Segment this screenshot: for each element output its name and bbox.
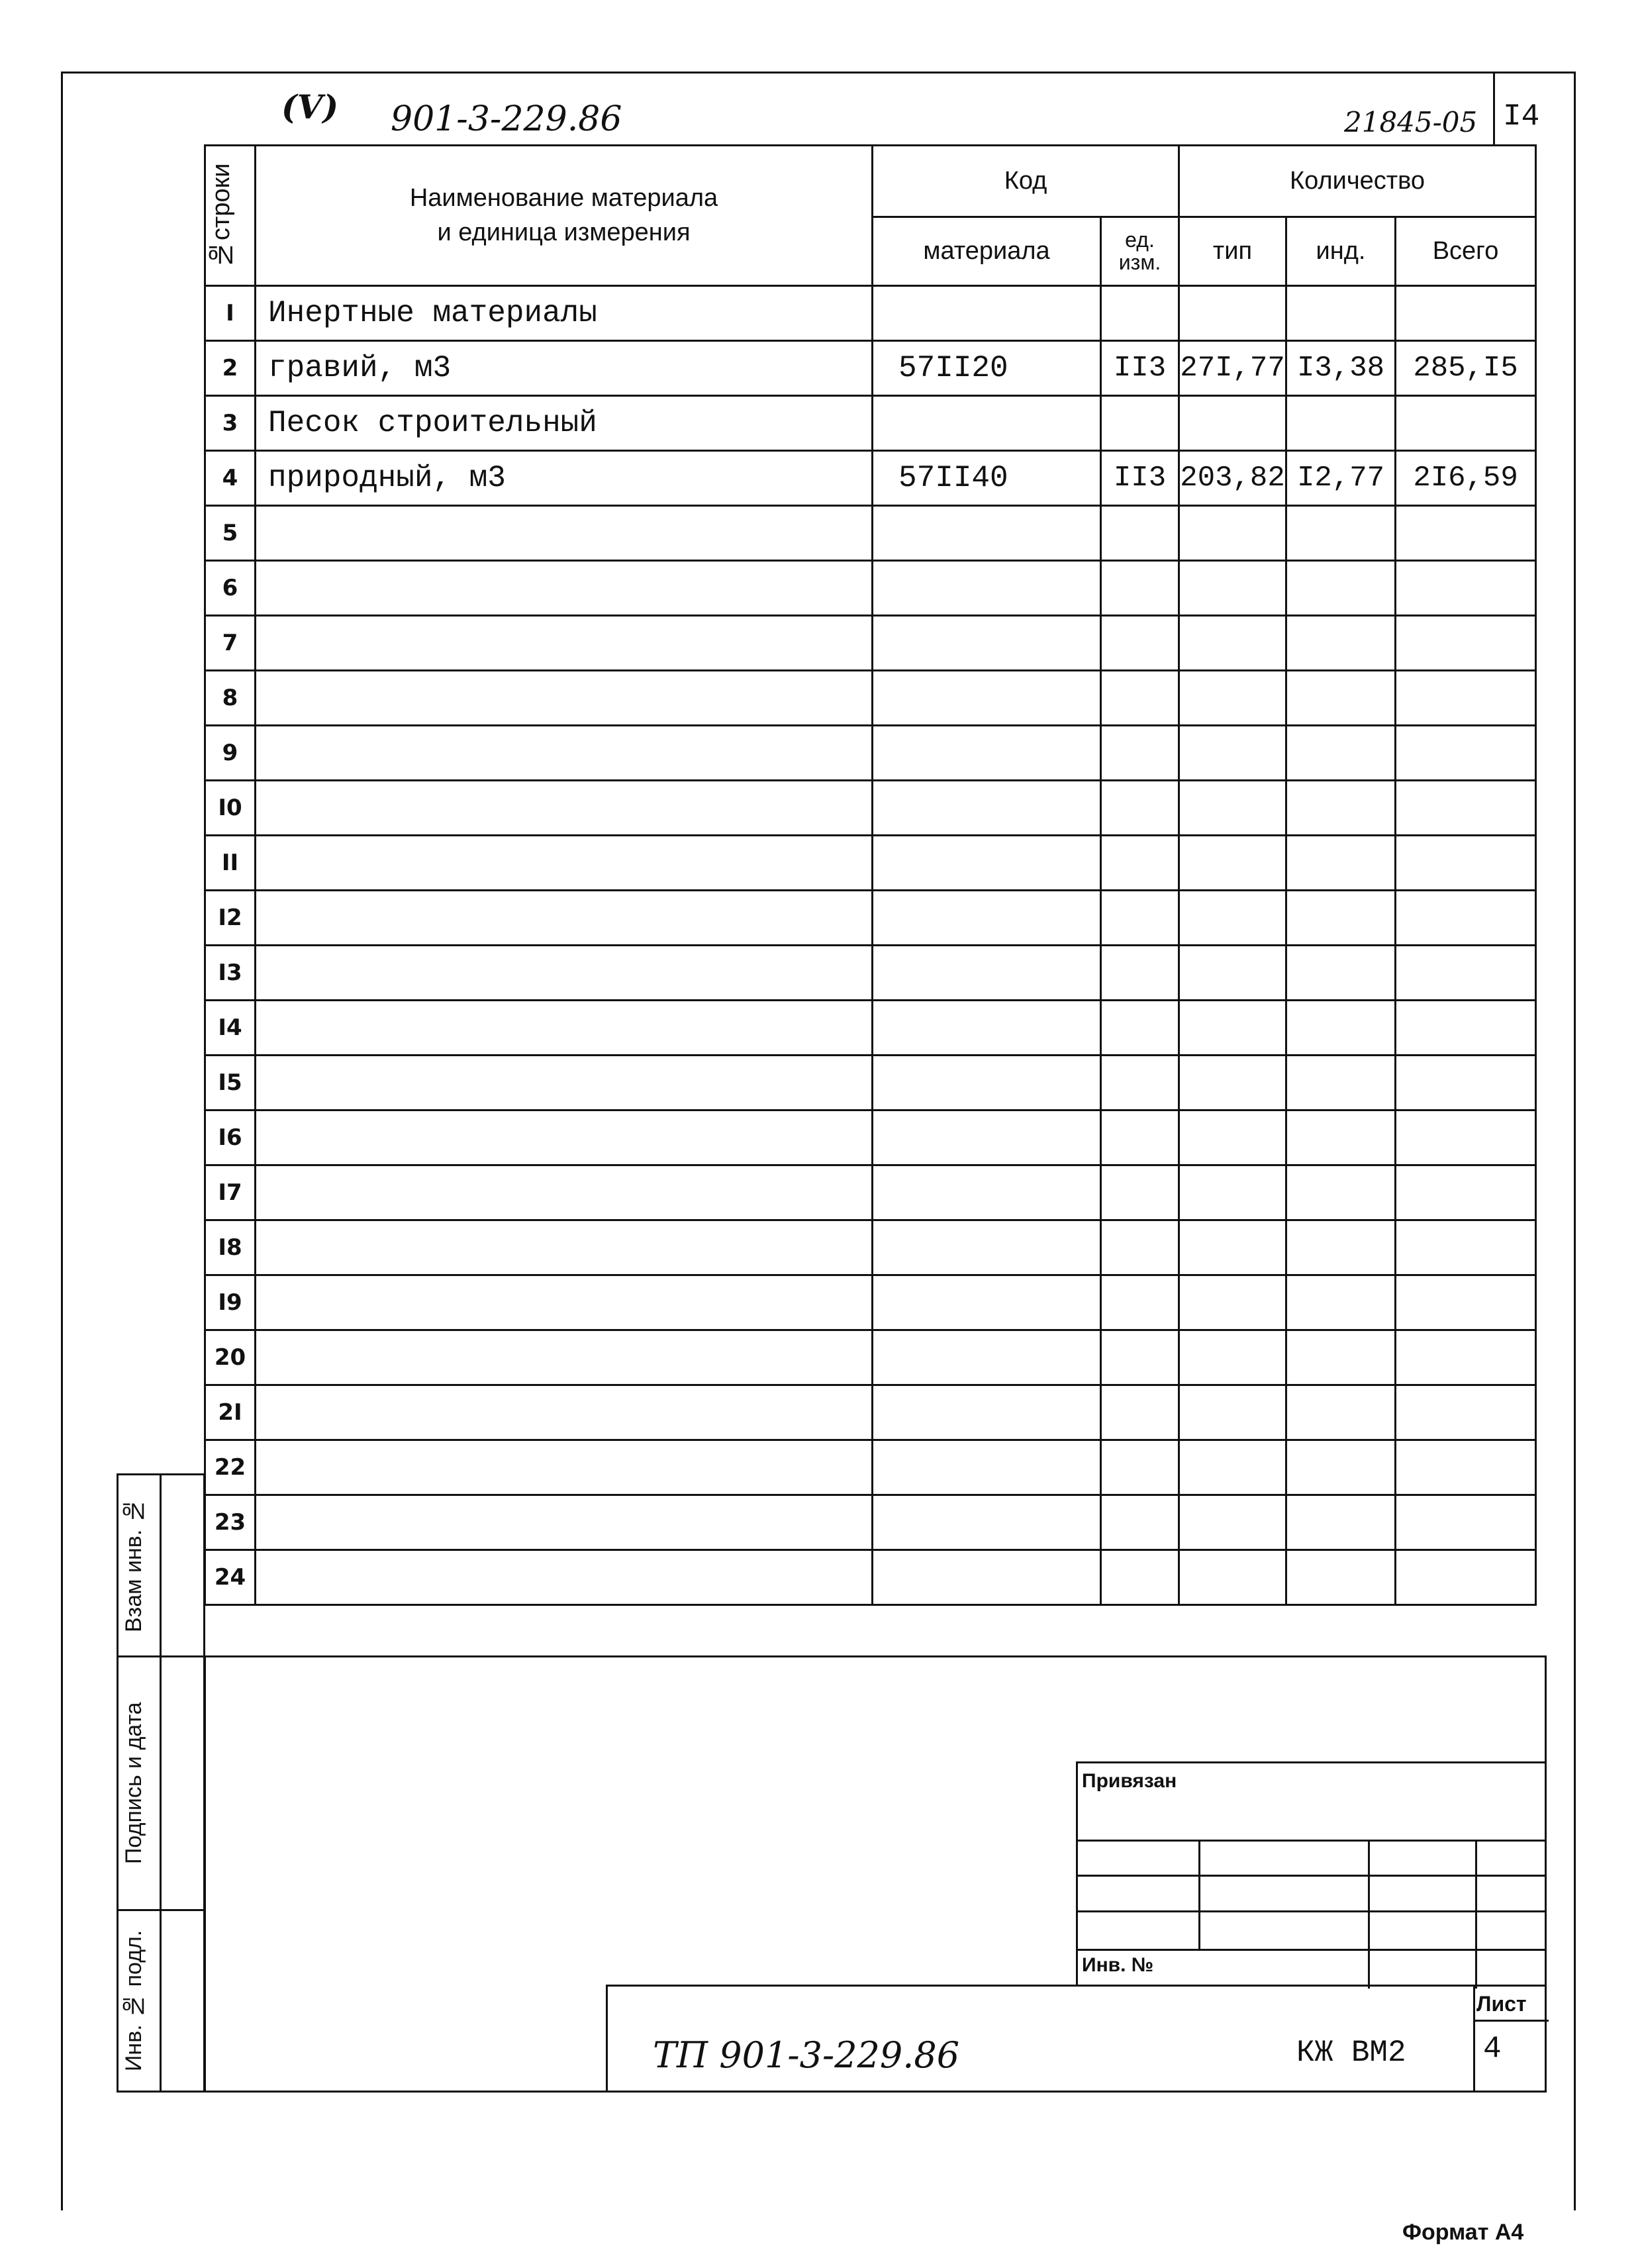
table-row: 2 гравий, м3 57II20 II3 27I,77 I3,38 285,I5	[205, 341, 1536, 396]
header-mark: (Ⅴ)	[281, 87, 339, 126]
bound-label: Привязан	[1082, 1770, 1177, 1792]
sign-date-label: Подпись и дата	[121, 1702, 146, 1865]
table-row: 9	[205, 726, 1536, 781]
col-qty-ind: инд.	[1286, 217, 1396, 286]
col-row-no: №строки	[205, 146, 256, 286]
table-row: I0	[205, 781, 1536, 836]
table-row: 4 природный, м3 57II40 II3 203,82 I2,77 2I6,59	[205, 451, 1536, 506]
table-row: 20	[205, 1330, 1536, 1385]
col-qty-total: Всего	[1396, 217, 1536, 286]
sheet-value: 4	[1483, 2032, 1502, 2066]
table-row: 7	[205, 616, 1536, 671]
table-row: I2	[205, 891, 1536, 946]
col-code-material: материала	[873, 217, 1101, 286]
table-row: I8	[205, 1220, 1536, 1275]
table-row: 24	[205, 1550, 1536, 1605]
swap-inv-label: Взам инв. №	[121, 1498, 146, 1633]
lower-rule	[204, 1655, 1547, 1657]
lower-left-rule	[204, 1655, 206, 2093]
side-stamp	[117, 1473, 205, 2093]
table-row: I5	[205, 1056, 1536, 1110]
col-code-group: Код	[873, 146, 1179, 217]
doc-code: ТП 901-3-229.86	[653, 2034, 960, 2076]
table-row: 3 Песок строительный	[205, 396, 1536, 451]
table-row: 5	[205, 506, 1536, 561]
table-row: 22	[205, 1440, 1536, 1495]
table-row: I9	[205, 1275, 1536, 1330]
format-label: Формат А4	[1402, 2220, 1524, 2245]
orig-inv-label: Инв. № подл.	[121, 1930, 146, 2071]
table-row: I3	[205, 946, 1536, 1001]
title-block	[606, 1985, 1547, 2093]
table-row: 2I	[205, 1385, 1536, 1440]
doc-mark: КЖ ВМ2	[1296, 2036, 1406, 2070]
col-name: Наименование материала и единица измерения	[256, 146, 873, 286]
materials-table	[204, 144, 1537, 1606]
sheet-divider	[1493, 73, 1495, 144]
binding-block	[1076, 1761, 1547, 1987]
col-code-unit: ед. изм.	[1101, 217, 1179, 286]
table-row: 23	[205, 1495, 1536, 1550]
sheet-number: I4	[1503, 99, 1540, 134]
table-row: I Инертные материалы	[205, 286, 1536, 341]
table-row: I6	[205, 1110, 1536, 1165]
table-row: I4	[205, 1001, 1536, 1056]
table-row: II	[205, 836, 1536, 891]
inv-label: Инв. №	[1082, 1954, 1154, 1976]
col-qty-typ: тип	[1179, 217, 1286, 286]
col-qty-group: Количество	[1179, 146, 1536, 217]
table-row: 6	[205, 561, 1536, 616]
table-row: 8	[205, 671, 1536, 726]
sheet-label: Лист	[1476, 1992, 1527, 2016]
project-code: 901-3-229.86	[391, 99, 622, 139]
inventory-code: 21845-05	[1344, 106, 1478, 138]
table-row: I7	[205, 1165, 1536, 1220]
